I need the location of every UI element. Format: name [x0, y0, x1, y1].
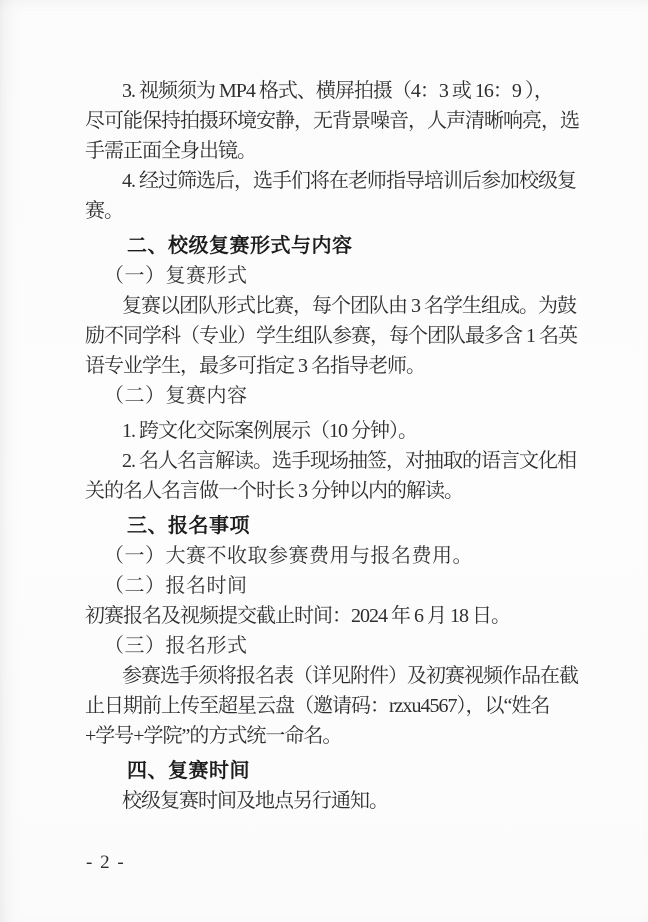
text-line: 参赛选手须将报名表（详见附件）及初赛视频作品在截: [122, 665, 578, 687]
text-line: 3. 视频须为 MP4 格式、横屏拍摄（4：3 或 16：9 ），: [122, 80, 553, 102]
subsection-heading: （一）复赛形式: [104, 265, 248, 287]
text-line: 1. 跨文化交际案例展示（10 分钟）。: [122, 420, 417, 442]
text-line: 校级复赛时间及地点另行通知。: [122, 790, 388, 812]
text-line: 初赛报名及视频提交截止时间：2024 年 6 月 18 日。: [85, 605, 510, 627]
text-line: 赛。: [85, 200, 123, 222]
text-line: 手需正面全身出镜。: [85, 140, 256, 162]
text-line: 2. 名人名言解读。选手现场抽签，对抽取的语言文化相: [122, 450, 576, 472]
page-number: - 2 -: [86, 852, 126, 873]
section-heading: 四、复赛时间: [127, 760, 250, 782]
section-heading: 二、校级复赛形式与内容: [127, 235, 353, 257]
document-body: [0, 76, 648, 816]
subsection-heading: （三）报名形式: [104, 635, 248, 657]
text-line: 励不同学科（专业）学生组队参赛，每个团队最多含 1 名英: [85, 325, 577, 347]
text-line: +学号+学院”的方式统一命名。: [85, 725, 342, 747]
text-line: 止日期前上传至超星云盘（邀请码：rzxu4567），以“姓名: [85, 695, 550, 717]
text-line: 4. 经过筛选后，选手们将在老师指导培训后参加校级复: [122, 170, 576, 192]
subsection-heading: （一）大赛不收取参赛费用与报名费用。: [104, 545, 473, 567]
text-line: 尽可能保持拍摄环境安静，无背景噪音，人声清晰响亮，选: [85, 110, 579, 132]
subsection-heading: （二）报名时间: [104, 575, 248, 597]
text-line: 关的名人名言做一个时长 3 分钟以内的解读。: [85, 480, 463, 502]
text-line: 复赛以团队形式比赛，每个团队由 3 名学生组成。为鼓: [122, 295, 576, 317]
section-heading: 三、报名事项: [127, 515, 250, 537]
text-line: 语专业学生，最多可指定 3 名指导老师。: [85, 355, 425, 377]
subsection-heading: （二）复赛内容: [104, 385, 248, 407]
